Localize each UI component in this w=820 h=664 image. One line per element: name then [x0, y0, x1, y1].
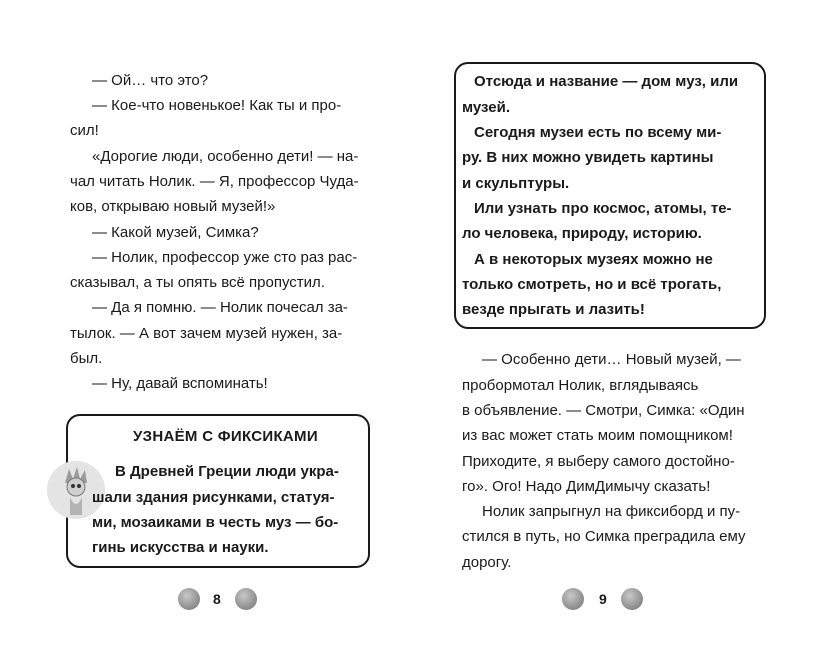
fact-box-title: УЗНАЁМ С ФИКСИКАМИ [133, 428, 318, 445]
text-line [92, 96, 362, 116]
gear-icon [235, 588, 257, 610]
info-line: Сегодня музеи есть по всему ми- [474, 124, 722, 141]
text-line: пробормотал Нолик, вглядываясь [462, 377, 699, 394]
text-line: из вас может стать моим помощником! [462, 427, 733, 444]
text-line: — Особенно дети… Новый музей, — [482, 351, 741, 368]
text-line: сказывал, а ты опять всё пропустил. [70, 274, 325, 291]
info-line: Отсюда и название — дом муз, или [474, 73, 739, 90]
info-line: Или узнать про космос, атомы, те- [474, 200, 732, 217]
fact-line: гинь искусства и науки. [92, 539, 269, 556]
text-line: — Да я помню. — Нолик почесал за- [92, 299, 348, 316]
text-line: сил! [70, 122, 99, 139]
right-page [410, 0, 820, 664]
gear-icon [562, 588, 584, 610]
text-line: ков, открываю новый музей!» [70, 198, 276, 215]
text-line: — Ой… что это? [92, 72, 209, 89]
info-line: ло человека, природу, историю. [462, 225, 702, 242]
gear-icon [621, 588, 643, 610]
info-line: и скульптуры. [462, 175, 570, 192]
text-line: «Дорогие люди, особенно дети! — на- [92, 148, 359, 165]
text-line: тылок. — А вот зачем музей нужен, за- [70, 325, 343, 342]
text-line: был. [70, 350, 103, 367]
info-line: только смотреть, но и всё трогать, [462, 276, 722, 293]
gear-icon [178, 588, 200, 610]
text-line: Приходите, я выберу самого достойно- [462, 453, 735, 470]
text-line: го». Ого! Надо ДимДимычу сказать! [462, 478, 711, 495]
fact-line: ми, мозаиками в честь муз — бо- [92, 514, 339, 531]
fact-line: шали здания рисунками, статуя- [92, 489, 335, 506]
info-line: ру. В них можно увидеть картины [462, 149, 714, 166]
info-line: музей. [462, 99, 511, 116]
text-line: — Ну, давай вспоминать! [92, 375, 268, 392]
text-line: — Нолик, профессор уже сто раз рас- [92, 249, 358, 266]
text-line: Нолик запрыгнул на фиксиборд и пу- [482, 503, 741, 520]
page-number: 8 [213, 591, 221, 607]
text-line: дорогу. [462, 554, 512, 571]
text-line: в объявление. — Смотри, Симка: «Один [462, 402, 745, 419]
text-line: стился в путь, но Симка преградила ему [462, 528, 746, 545]
info-line: А в некоторых музеях можно не [474, 251, 713, 268]
page-number: 9 [599, 591, 607, 607]
text-line: — Какой музей, Симка? [92, 224, 259, 241]
info-line: везде прыгать и лазить! [462, 301, 645, 318]
text-line-content: — Кое-что новенькое! Как ты и про- [92, 97, 342, 114]
text-line: чал читать Нолик. — Я, профессор Чуда- [70, 173, 359, 190]
fact-line: В Древней Греции люди укра- [115, 463, 339, 480]
